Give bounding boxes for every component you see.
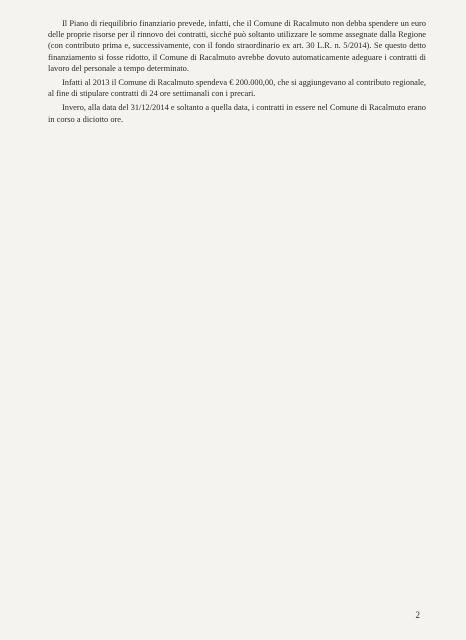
page-number: 2: [415, 610, 420, 620]
paragraph-6: Invero, alla data del 31/12/2014 e soltanto a quella data, i contratti in essere nel Comune di Racalmuto erano in corso a diciotto ore.: [48, 103, 426, 124]
paragraph-1: Il Piano di riequilibrio finanziario prevede, infatti, che il Comune di Racalmuto non debba spendere un euro delle proprie risorse per il rinnovo dei contratti, sicché può soltanto utilizzare le somme assegnate dalla Regione (con contributo prima e, successivamente, con il fondo straordinario ex art. 30 L.R. n. 5/2014). Se questo detto finanziamento si fosse ridotto, il Comune di Racalmuto avrebbe dovuto automaticamente adeguare i contratti di lavoro del personale a tempo determinato.: [48, 19, 426, 73]
paragraph-2: Infatti al 2013 il Comune di Racalmuto spendeva € 200.000,00, che si aggiungevano al contributo regionale, al fine di stipulare contratti di 24 ore settimanali con i precari.: [48, 78, 426, 99]
